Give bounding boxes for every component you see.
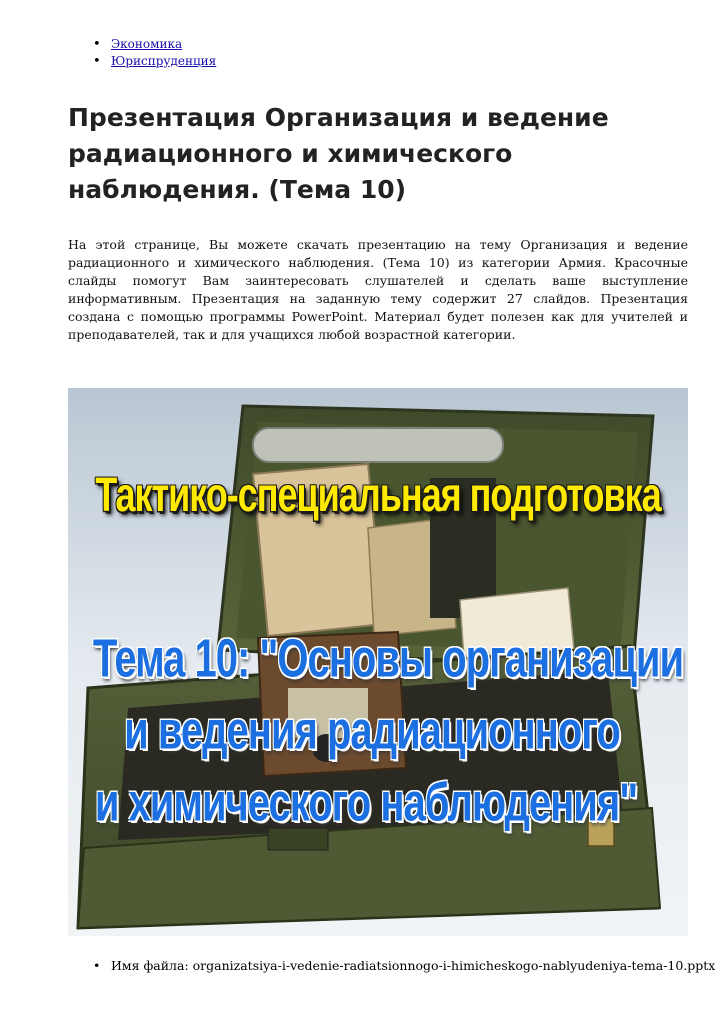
file-info-list [93, 957, 715, 974]
category-link-jurisprudence[interactable]: Юриспруденция [111, 54, 217, 68]
page-title: Презентация Организация и ведение радиационного и химического наблюдения. (Тема 10) [68, 103, 609, 204]
slide-subtitle-line: и химического наблюдения" [94, 773, 638, 833]
slide-subtitle-line: и ведения радиационного [124, 701, 620, 761]
slide-subtitle-line: Тема 10: "Основы организации [92, 629, 684, 689]
category-list [93, 36, 216, 70]
category-link-economics[interactable]: Экономика [111, 37, 183, 51]
category-item [93, 53, 216, 70]
category-item [93, 36, 216, 53]
file-name: • Имя файла: organizatsiya-i-vedenie-radiatsionnogo-i-himicheskogo-nablyudeniya-tema-10.pptx [93, 957, 715, 974]
presentation-slide-preview[interactable] [68, 388, 688, 936]
slide-title: Тактико-специальная подготовка [95, 466, 661, 522]
intro-paragraph: На этой странице, Вы можете скачать презентацию на тему Организация и ведение радиационного и химического наблюдения. (Тема 10) из категории Армия. Красочные слайды помогут Вам заинтересовать слушателей и сделать ваше выступление информативным. Презентация на заданную тему содержит 27 слайдов. Презентация создана с помощью программы PowerPoint. Материал будет полезен как для учителей и преподавателей, так и для учащихся любой возрастной категории. [68, 237, 688, 342]
